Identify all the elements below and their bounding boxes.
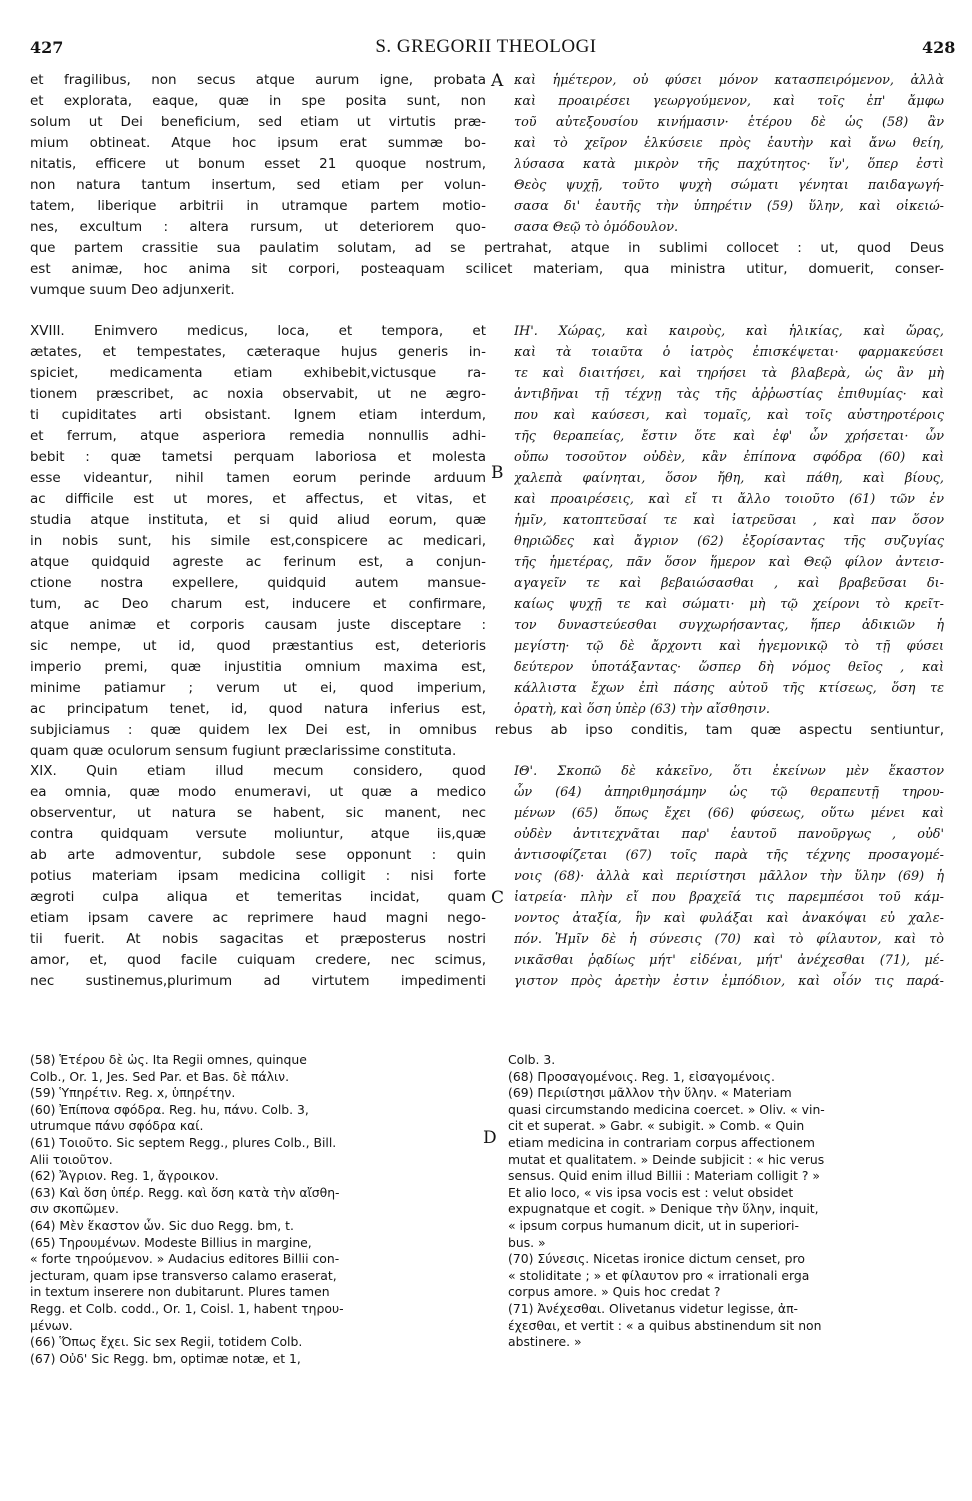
greek-line: σασα Θεῷ τὸ ὁμόδουλον. (514, 220, 679, 235)
footnote-line: bus. » (508, 1234, 546, 1250)
footnote-line: Regg. et Colb. codd., Or. 1, Coisl. 1, habent τηρου- (30, 1300, 344, 1316)
footnote-line: (69) Περιίστησι μᾶλλον τὴν ὕλην. « Materiam (508, 1085, 792, 1101)
latin-line: XIX. Quin etiam illud mecum considero, quod (30, 763, 486, 779)
footnote-line: (60) Ἐπίπονα σφόδρα. Reg. hu, πάνυ. Colb. 3, (30, 1101, 309, 1117)
latin-line: studia atque instituta, et si quid aliud eorum, quæ (30, 512, 486, 528)
greek-line: γιστον πρὸς ἀρετὴν ἐστιν ἐμπόδιον, καὶ οἷόν τις παρά- (514, 974, 944, 989)
latin-line: vumque suum Deo adjunxerit. (30, 282, 235, 298)
latin-line: minime patiamur ; verum ut ei, quod imperium, (30, 680, 486, 696)
footnote-line: « forte τηρούμενον. » Audacius editores Billii con- (30, 1251, 340, 1267)
greek-column-block-3 (514, 761, 944, 992)
left-page-number: 427 (30, 38, 64, 57)
footnote-line: (62) Ἄγριον. Reg. 1, ἄγροικον. (30, 1168, 219, 1184)
greek-line: ὧν (64) ἀπηριθμησάμην ὡς τῷ θεραπευτῇ τηρου- (514, 785, 944, 800)
footnote-line: (64) Μὲν ἕκαστον ὧν. Sic duo Regg. bm, t. (30, 1217, 294, 1233)
latin-line: XVIII. Enimvero medicus, loca, et tempora, et (30, 323, 486, 339)
footnote-line: μένων. (30, 1317, 73, 1333)
greek-line: δεύτερον ὑποτάξαντας· ὥσπερ δὴ νόμος θεῖος , καὶ (514, 660, 944, 675)
latin-line: in nobis sunt, his simile est,conspicere ac medicari, (30, 533, 486, 549)
latin-line: que partem crassitie sua paulatim solutam, ad se pertrahat, atque in sublimi collocet : ut, quod Deus (30, 240, 944, 256)
latin-line: ac difficile est ut mores, et affectus, et vitas, et (30, 491, 486, 507)
latin-line: imperio premi, quæ injustitia omnium maxima est, (30, 659, 486, 675)
greek-line: που καὶ καύσεσι, καὶ τομαῖς, καὶ τοῖς αὐστηροτέροις (514, 408, 944, 423)
latin-line: tionem præscribet, ac noxia observabit, ut ne ægro- (30, 386, 486, 402)
latin-line: atque animæ et corporis causam juste disceptare : (30, 617, 486, 633)
latin-line: ægroti culpa aliqua et temeritas incidat, quam (30, 889, 486, 905)
latin-line: non natura tantum insertum, sed etiam per volun- (30, 177, 486, 193)
greek-line: ἀντισοφίζεται (67) τοῖς παρὰ τῆς τέχνης προσαγομέ- (514, 848, 944, 863)
greek-line: καίως ψυχῇ τε καὶ σώματι· μὴ τῷ χείρονι τὸ κρεῖτ- (514, 597, 944, 612)
latin-line: solum ut Dei beneficium, sed etiam ut virtutis præ- (30, 114, 486, 130)
greek-line: οὔπω τοσοῦτον οὐδὲν, κἂν ἐπίπονα σφόδρα (60) καὶ (514, 450, 944, 465)
margin-marker-b: B (491, 463, 504, 483)
latin-line: subjiciamus : quæ quidem lex Dei est, in omnibus rebus ab ipso conditis, tam quæ aspectu sentiuntur, (30, 722, 944, 738)
greek-line: οὐδὲν ἀντιτεχνᾶται παρ' ἑαυτοῦ πανοῦργως , οὐδ' (514, 827, 944, 842)
greek-line: ἡμῖν, κατοπτεῦσαί τε καὶ ἰατρεῦσαι , καὶ παν ὅσον (514, 513, 944, 528)
latin-column-block-2 (30, 321, 486, 720)
footnote-line: etiam medicina in contrariam corpus affectionem (508, 1134, 815, 1150)
footnote-line: Et alio loco, « vis ipsa vocis est : velut obsidet (508, 1184, 794, 1200)
latin-line: bebit : quæ tametsi perquam laboriosa et molesta (30, 449, 486, 465)
greek-line: καὶ τὸ χεῖρον ἑλκύσειε πρὸς ἑαυτὴν καὶ ἄνω θείη, (514, 136, 944, 151)
greek-line: τε καὶ διαιτήσει, καὶ τηρήσει τὰ βλαβερὰ, ὡς ἂν μὴ (514, 366, 944, 381)
greek-column-block-1 (514, 70, 944, 238)
right-page-number: 428 (922, 38, 956, 57)
greek-line: καὶ προαιρέσεις, καὶ εἴ τι ἄλλο τοιοῦτο (61) τῶν ἐν (514, 492, 944, 507)
latin-line: ctione nostra expellere, quidquid autem mansue- (30, 575, 486, 591)
footnote-line: sensus. Quid enim illud Billii : Materiam colligit ? » (508, 1168, 820, 1184)
greek-line: τον δυναστεύεσθαι συγχωρήσαντας, ἥπερ ἀδικιῶν ἡ (514, 618, 944, 633)
latin-line: nec sustinemus,plurimum ad virtutem impedimenti (30, 973, 486, 989)
footnote-line: (65) Τηρουμένων. Modeste Billius in margine, (30, 1234, 312, 1250)
latin-line: ea omnia, quæ modo enumeravi, ut quæ a medico (30, 784, 486, 800)
latin-line: et explorata, eaque, quæ in spe posita sunt, non (30, 93, 486, 109)
footnote-line: (61) Τοιοῦτο. Sic septem Regg., plures Colb., Bill. (30, 1134, 337, 1150)
footnote-line: σιν σκοπῶμεν. (30, 1201, 119, 1217)
latin-line: sic nempe, ut id, quod præstantius est, deterioris (30, 638, 486, 654)
greek-line: νικᾶσθαι ῥᾳδίως μήτ' εἰδέναι, μήτ' ἀνέχεσθαι (71), μέ- (514, 953, 944, 968)
footnote-line: (70) Σύνεσις. Nicetas ironice dictum censet, pro (508, 1251, 805, 1267)
greek-line: νοντος ἀταξία, ἣν καὶ φυλάξαι καὶ ἀνακόψαι εὐ χαλε- (514, 911, 944, 926)
footnote-line: jecturam, quam ipse transverso calamo eraserat, (30, 1267, 337, 1283)
greek-line: χαλεπὰ φαίνηται, ὅσον ἤθη, καὶ πάθη, καὶ βίους, (514, 471, 944, 486)
latin-line: ab arte admoventur, subdole sese opponunt : quin (30, 847, 486, 863)
footnote-line: (59) Ὑπηρέτιν. Reg. x, ὑπηρέτην. (30, 1085, 236, 1101)
footnote-line: quasi circumstando medicina coercet. » Oliv. « vin- (508, 1101, 825, 1117)
latin-line: mium obtineat. Atque hoc ipsum erat summæ bo- (30, 135, 486, 151)
latin-line: esse videantur, nihil tamen eorum perinde arduum (30, 470, 486, 486)
footnote-line: utrumque πάνυ σφόδρα καί. (30, 1118, 204, 1134)
footnote-line: (71) Ἀνέχεσθαι. Olivetanus videtur legisse, ἀπ- (508, 1300, 799, 1316)
greek-line: αγαγεῖν τε καὶ βεβαιώσασθαι , καὶ βραβεῦσαι δι- (514, 576, 944, 591)
latin-line: ti cupiditates arti obsistant. Ignem etiam interdum, (30, 407, 486, 423)
greek-line: θηριῶδες καὶ ἄγριον (62) ἐξορίσαντας τῆς συζυγίας (514, 534, 944, 549)
greek-line: ΙΗ'. Χώρας, καὶ καιροὺς, καὶ ἡλικίας, καὶ ὥρας, (514, 324, 944, 339)
footnote-line: (58) Ἑτέρου δὲ ὡς. Ita Regii omnes, quinque (30, 1052, 307, 1067)
greek-line: λύσασα κατὰ μικρὸν τῆς παχύτητος· ἵν', ὅπερ ἐστὶ (514, 157, 944, 172)
footnote-line: corpus amore. » Quis hoc credat ? (508, 1284, 721, 1300)
footnote-line: (67) Οὐδ' Sic Regg. bm, optimæ notæ, et 1, (30, 1350, 301, 1366)
latin-line: nes, excultum : altera rursum, ut deteriorem quo- (30, 219, 486, 235)
footnotes-left (30, 1052, 486, 1367)
footnote-line: (66) Ὅπως ἔχει. Sic sex Regii, totidem Colb. (30, 1334, 303, 1350)
latin-line: amor, et, quod facile cuiquam credere, nec scimus, (30, 952, 486, 968)
footnote-line: cit et superat. » Gabr. « subigit. » Comb. « Quin (508, 1118, 805, 1134)
greek-line: καὶ ἡμέτερον, οὐ φύσει μόνον κατασπειρόμενον, ἀλλὰ (514, 73, 944, 88)
latin-line: ætates, et tempestates, cæteraque hujus generis in- (30, 344, 486, 360)
margin-marker-c: C (491, 888, 505, 908)
latin-line: tii fuerit. At nobis sagacitas et præposterus nostri (30, 931, 486, 947)
margin-marker-a: A (491, 71, 504, 91)
footnote-line: Colb., Or. 1, Jes. Sed Par. et Bas. δὲ πάλιν. (30, 1068, 290, 1084)
greek-line: ἰατρεία· πλὴν εἴ που βραχεῖά τις παρεμπέσοι τοῦ κάμ- (514, 890, 944, 905)
latin-line: potius materiam ipsam medicina colligit : nisi forte (30, 868, 486, 884)
greek-line: νοις (68)· ἀλλὰ καὶ περιίστησι μᾶλλον τὴν ὕλην (69) ἡ (514, 869, 944, 884)
footnote-line: (68) Προσαγομένοις. Reg. 1, εἰσαγομένοις. (508, 1068, 775, 1084)
greek-line: μεγίστη· τῷ δὲ ἄρχοντι καὶ ἡγεμονικῷ τὸ τῇ φύσει (514, 639, 944, 654)
greek-line: μένων (65) ὅπως ἔχει (66) φύσεως, οὕτω μένει καὶ (514, 806, 944, 821)
margin-marker-d: D (483, 1128, 497, 1148)
latin-column-block-1 (30, 70, 486, 238)
greek-line: καὶ τὰ τοιαῦτα ὁ ἰατρὸς ἐπισκέψεται· φαρμακεύσει (514, 345, 944, 360)
greek-line: ΙΘ'. Σκοπῶ δὲ κἀκεῖνο, ὅτι ἐκείνων μὲν ἕκαστον (514, 764, 944, 779)
latin-column-block-3 (30, 761, 486, 992)
greek-line: σασα δι' ἑαυτῆς τὴν ὑπηρέτιν (59) ὕλην, καὶ οἰκειώ- (514, 199, 944, 214)
latin-line: ac principatum tenet, id, quod natura inferius est, (30, 701, 486, 717)
latin-line: atque quidquid agreste ac ferinum est, a conjun- (30, 554, 486, 570)
latin-line: quam quæ oculorum sensum fugiunt præclarissime constituta. (30, 743, 457, 759)
latin-line: tatem, liberique arbitrii in utramque partem motio- (30, 198, 486, 214)
latin-line: contra quidquam versute moliuntur, atque iis,quæ (30, 826, 486, 842)
greek-line: Θεὸς ψυχῇ, τοῦτο ψυχὴ σώματι γένηται παιδαγωγή- (514, 178, 944, 193)
footnote-line: « stoliditate ; » et φίλαυτον pro « irrationali erga (508, 1267, 810, 1283)
footnote-line: abstinere. » (508, 1334, 582, 1350)
latin-line: etiam ipsam cavere ac reprimere haud magni nego- (30, 910, 486, 926)
greek-line: κάλλιστα ἔχων ἐπὶ πάσης αὐτοῦ τῆς κτίσεως, ὅση τε (514, 681, 944, 696)
greek-line: πόν. Ἡμῖν δὲ ἡ σύνεσις (70) καὶ τὸ φίλαυτον, καὶ τὸ (514, 932, 944, 947)
greek-line: ὁρατὴ, καὶ ὅση ὑπὲρ (63) τὴν αἴσθησιν. (514, 702, 770, 717)
latin-line: tum, ac Deo charum est, inducere et confirmare, (30, 596, 486, 612)
greek-column-block-2 (514, 321, 944, 720)
running-title: S. GREGORII THEOLOGI (375, 36, 597, 57)
footnote-line: Colb. 3. (508, 1052, 556, 1067)
latin-line: spiciet, medicamenta etiam exhibebit,victusque ra- (30, 365, 486, 381)
greek-line: τοῦ αὐτεξουσίου κινήμασιν· ἑτέρου δὲ ὡς (58) ἂν (514, 115, 944, 130)
latin-fullwidth-block-2 (30, 720, 944, 762)
greek-line: τῆς θεραπείας, ἔστιν ὅτε καὶ ἐφ' ὧν χρήσεται· ὧν (514, 429, 944, 444)
footnote-line: (63) Καὶ ὅση ὑπέρ. Regg. καὶ ὅση κατὰ τὴν αἴσθη- (30, 1184, 340, 1200)
latin-line: et ferrum, atque asperiora remedia nonnullis adhi- (30, 428, 486, 444)
latin-fullwidth-block-1 (30, 238, 944, 301)
latin-line: observentur, ut natura se habent, sic manent, nec (30, 805, 486, 821)
footnotes-right (508, 1052, 944, 1351)
footnote-line: mutat et qualitatem. » Deinde subjicit : « hic verus (508, 1151, 825, 1167)
footnote-line: expugnatque et cogit. » Denique τὴν ὕλην, inquit, (508, 1201, 819, 1217)
greek-line: καὶ προαιρέσει γεωργούμενον, καὶ τοῖς ἐπ' ἄμφω (514, 94, 944, 109)
greek-line: ἀντιβῆναι τῇ τέχνῃ τὰς τῆς ἀῤῥωστίας ἐπιθυμίας· καὶ (514, 387, 944, 402)
greek-line: τῆς ἡμετέρας, πᾶν ὅσον ἥμερον καὶ Θεῷ φίλον ἀντεισ- (514, 555, 944, 570)
latin-line: est animæ, hoc anima sit corpori, posteaquam scilicet materiam, qua ministra utitur, domuerit, conser- (30, 261, 944, 277)
latin-line: nitatis, efficere ut bonum esset 21 quoque nostrum, (30, 156, 486, 172)
footnote-line: « ipsum corpus humanum dicit, ut in superiori- (508, 1217, 799, 1233)
footnote-line: in textum inserere non dubitarunt. Plures tamen (30, 1284, 330, 1300)
footnote-line: έχεσθαι, et vertit : « a quibus abstinendum sit non (508, 1317, 822, 1333)
latin-line: et fragilibus, non secus atque aurum igne, probata (30, 72, 486, 88)
footnote-line: Alii τοιοῦτον. (30, 1151, 113, 1167)
